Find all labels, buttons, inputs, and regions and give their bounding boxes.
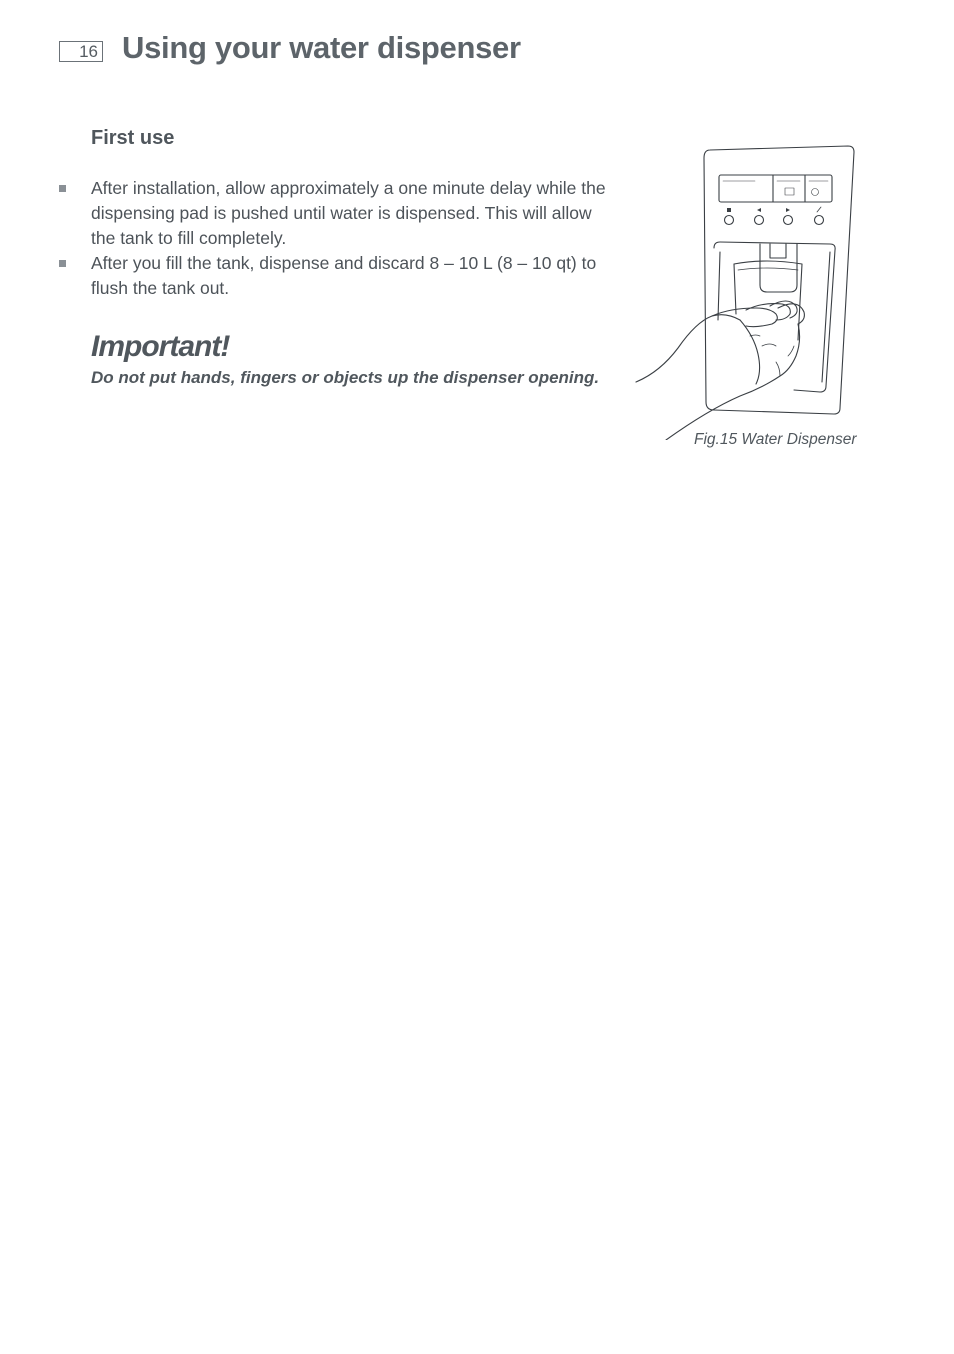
important-warning-text: Do not put hands, fingers or objects up the dispenser opening.	[91, 368, 600, 387]
page-title: Using your water dispenser	[122, 30, 521, 65]
water-dispenser-illustration	[630, 140, 870, 440]
bullet-item	[59, 251, 619, 301]
first-use-bullet-list	[59, 176, 619, 301]
figure-caption: Fig.15 Water Dispenser	[694, 431, 857, 448]
important-heading: Important!	[91, 330, 230, 363]
page-number: 16	[59, 41, 103, 62]
bullet-text: After you fill the tank, dispense and discard 8 – 10 L (8 – 10 qt) to flush the tank out.	[91, 253, 597, 298]
bullet-text: After installation, allow approximately a one minute delay while the dispensing pad is pushed until water is dispensed. This will allow the tank to fill completely.	[91, 178, 606, 248]
square-bullet-icon	[59, 185, 66, 192]
section-heading-first-use: First use	[91, 127, 175, 149]
square-bullet-icon	[59, 260, 66, 267]
bullet-item	[59, 176, 619, 251]
